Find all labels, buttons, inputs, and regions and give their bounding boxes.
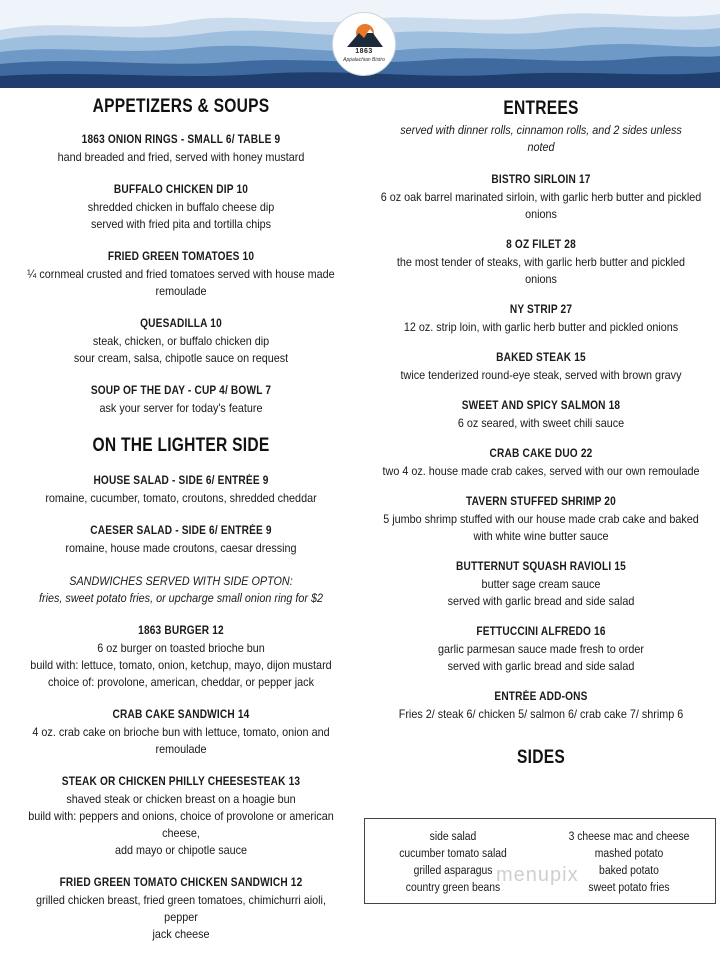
item-desc: add mayo or chipotle sauce	[114, 843, 248, 857]
logo	[332, 12, 396, 76]
item-desc: romaine, cucumber, tomato, croutons, shredded cheddar	[45, 491, 317, 505]
item-desc: twice tenderized round-eye steak, served with brown gravy	[400, 368, 682, 382]
item-desc: romaine, house made croutons, caesar dressing	[65, 541, 297, 555]
item-name: FRIED GREEN TOMATO CHICKEN SANDWICH 12	[59, 877, 303, 889]
entrees-note-line: noted	[527, 140, 555, 154]
item-desc: Fries 2/ steak 6/ chicken 5/ salmon 6/ crab cake 7/ shrimp 6	[398, 707, 684, 721]
item-name: 8 OZ FILET 28	[506, 239, 576, 251]
item-name: CRAB CAKE SANDWICH 14	[112, 709, 250, 721]
menu-item	[362, 237, 720, 288]
menu-item	[0, 875, 362, 943]
header-banner	[0, 0, 720, 88]
appetizers-title: APPETIZERS & SOUPS	[92, 96, 270, 117]
item-desc: butter sage cream sauce	[481, 577, 601, 591]
item-name: 1863 ONION RINGS - SMALL 6/ TABLE 9	[81, 134, 281, 146]
item-name: SOUP OF THE DAY - CUP 4/ BOWL 7	[90, 385, 272, 397]
item-desc: shredded chicken in buffalo cheese dip	[87, 200, 275, 214]
right-column	[362, 88, 720, 769]
menu-item	[362, 559, 720, 610]
menu-item	[362, 446, 720, 480]
menu-item	[362, 350, 720, 384]
item-desc: the most tender of steaks, with garlic herb butter and pickled onions	[396, 255, 686, 286]
menu-item	[0, 774, 362, 859]
item-desc: shaved steak or chicken breast on a hoagie bun	[66, 792, 296, 806]
item-desc: 6 oz seared, with sweet chili sauce	[457, 416, 625, 430]
item-name: HOUSE SALAD - SIDE 6/ ENTRÉE 9	[93, 475, 269, 487]
menu-item	[362, 302, 720, 336]
item-desc: grilled chicken breast, fried green tomatoes, chimichurri aioli, pepper	[36, 893, 326, 924]
item-desc: remoulade	[155, 284, 207, 298]
item-name: CRAB CAKE DUO 22	[489, 448, 593, 460]
item-desc: build with: lettuce, tomato, onion, ketchup, mayo, dijon mustard	[30, 658, 332, 672]
side-item: baked potato	[599, 865, 659, 877]
item-desc: hand breaded and fried, served with honey mustard	[57, 150, 305, 164]
item-desc: served with fried pita and tortilla chips	[90, 217, 272, 231]
entrees-note	[362, 122, 720, 156]
item-name: BISTRO SIRLOIN 17	[491, 174, 591, 186]
item-desc: garlic parmesan sauce made fresh to order	[438, 642, 644, 656]
sides-box	[364, 818, 716, 904]
item-desc: choice of: provolone, american, cheddar, or pepper jack	[48, 675, 314, 689]
item-name: QUESADILLA 10	[140, 318, 222, 330]
entrees-title: ENTREES	[503, 98, 579, 119]
item-name: SWEET AND SPICY SALMON 18	[461, 400, 621, 412]
sandwich-note	[0, 573, 362, 607]
menu-item	[0, 623, 362, 691]
item-desc: 4 oz. crab cake on brioche bun with lettuce, tomato, onion and	[32, 725, 330, 739]
item-name: NY STRIP 27	[509, 304, 573, 316]
item-desc: served with garlic bread and side salad	[447, 659, 635, 673]
item-desc: jack cheese	[152, 927, 210, 941]
menu-item	[0, 523, 362, 557]
item-desc: 12 oz. strip loin, with garlic herb butter and pickled onions	[403, 320, 679, 334]
item-desc: served with garlic bread and side salad	[447, 594, 635, 608]
item-desc: with white wine butter sauce	[473, 529, 609, 543]
watermark: menupix	[496, 864, 579, 886]
item-name: FRIED GREEN TOMATOES 10	[107, 251, 255, 263]
menu-item	[362, 172, 720, 223]
side-item: sweet potato fries	[588, 882, 670, 894]
item-desc: remoulade	[155, 742, 207, 756]
logo-year: 1863	[355, 48, 373, 55]
item-desc: onions	[525, 207, 557, 221]
menu-item	[0, 249, 362, 300]
menu-item	[362, 624, 720, 675]
item-desc: steak, chicken, or buffalo chicken dip	[92, 334, 270, 348]
logo-name: Appalachian Bistro	[343, 57, 385, 63]
side-item: country green beans	[405, 882, 501, 894]
item-desc: build with: peppers and onions, choice of provolone or american cheese,	[28, 809, 334, 840]
item-desc: sour cream, salsa, chipotle sauce on request	[73, 351, 289, 365]
item-desc: 6 oz oak barrel marinated sirloin, with garlic herb butter and pickled	[380, 190, 702, 204]
menu-item	[0, 473, 362, 507]
item-name: BUTTERNUT SQUASH RAVIOLI 15	[456, 561, 626, 573]
menu-item	[0, 707, 362, 758]
side-item: 3 cheese mac and cheese	[568, 831, 690, 843]
side-item: mashed potato	[594, 848, 664, 860]
item-name: CAESER SALAD - SIDE 6/ ENTRÉE 9	[90, 525, 272, 537]
item-name: STEAK OR CHICKEN PHILLY CHEESESTEAK 13	[61, 776, 301, 788]
lighter-title: ON THE LIGHTER SIDE	[92, 435, 270, 456]
sandwich-note-line: SANDWICHES SERVED WITH SIDE OPTON:	[69, 574, 293, 588]
left-column	[0, 88, 362, 943]
item-desc: ¼ cornmeal crusted and fried tomatoes served with house made	[27, 267, 335, 281]
entrees-note-line: served with dinner rolls, cinnamon rolls, and 2 sides unless	[400, 123, 682, 137]
menu-item	[0, 182, 362, 233]
item-name: BAKED STEAK 15	[496, 352, 586, 364]
item-desc: ask your server for today's feature	[99, 401, 263, 415]
item-desc: 5 jumbo shrimp stuffed with our house made crab cake and baked	[383, 512, 699, 526]
side-item: side salad	[429, 831, 477, 843]
side-item: grilled asparagus	[413, 865, 493, 877]
menu-item	[0, 383, 362, 417]
item-desc: 6 oz burger on toasted brioche bun	[97, 641, 265, 655]
item-name: BUFFALO CHICKEN DIP 10	[113, 184, 249, 196]
sandwich-note-line: fries, sweet potato fries, or upcharge small onion ring for $2	[39, 591, 323, 605]
item-name: FETTUCCINI ALFREDO 16	[476, 626, 606, 638]
item-name: 1863 BURGER 12	[138, 625, 224, 637]
sides-title: SIDES	[517, 747, 565, 768]
menu-item	[362, 689, 720, 723]
menu-item	[0, 316, 362, 367]
menu-item	[362, 398, 720, 432]
side-item: cucumber tomato salad	[399, 848, 507, 860]
logo-mountain-sun-icon	[333, 13, 396, 53]
item-name: TAVERN STUFFED SHRIMP 20	[466, 496, 616, 508]
item-name: ENTRÉE ADD-ONS	[494, 691, 588, 703]
menu-item	[362, 494, 720, 545]
menu-item	[0, 132, 362, 166]
item-desc: two 4 oz. house made crab cakes, served with our own remoulade	[382, 464, 700, 478]
